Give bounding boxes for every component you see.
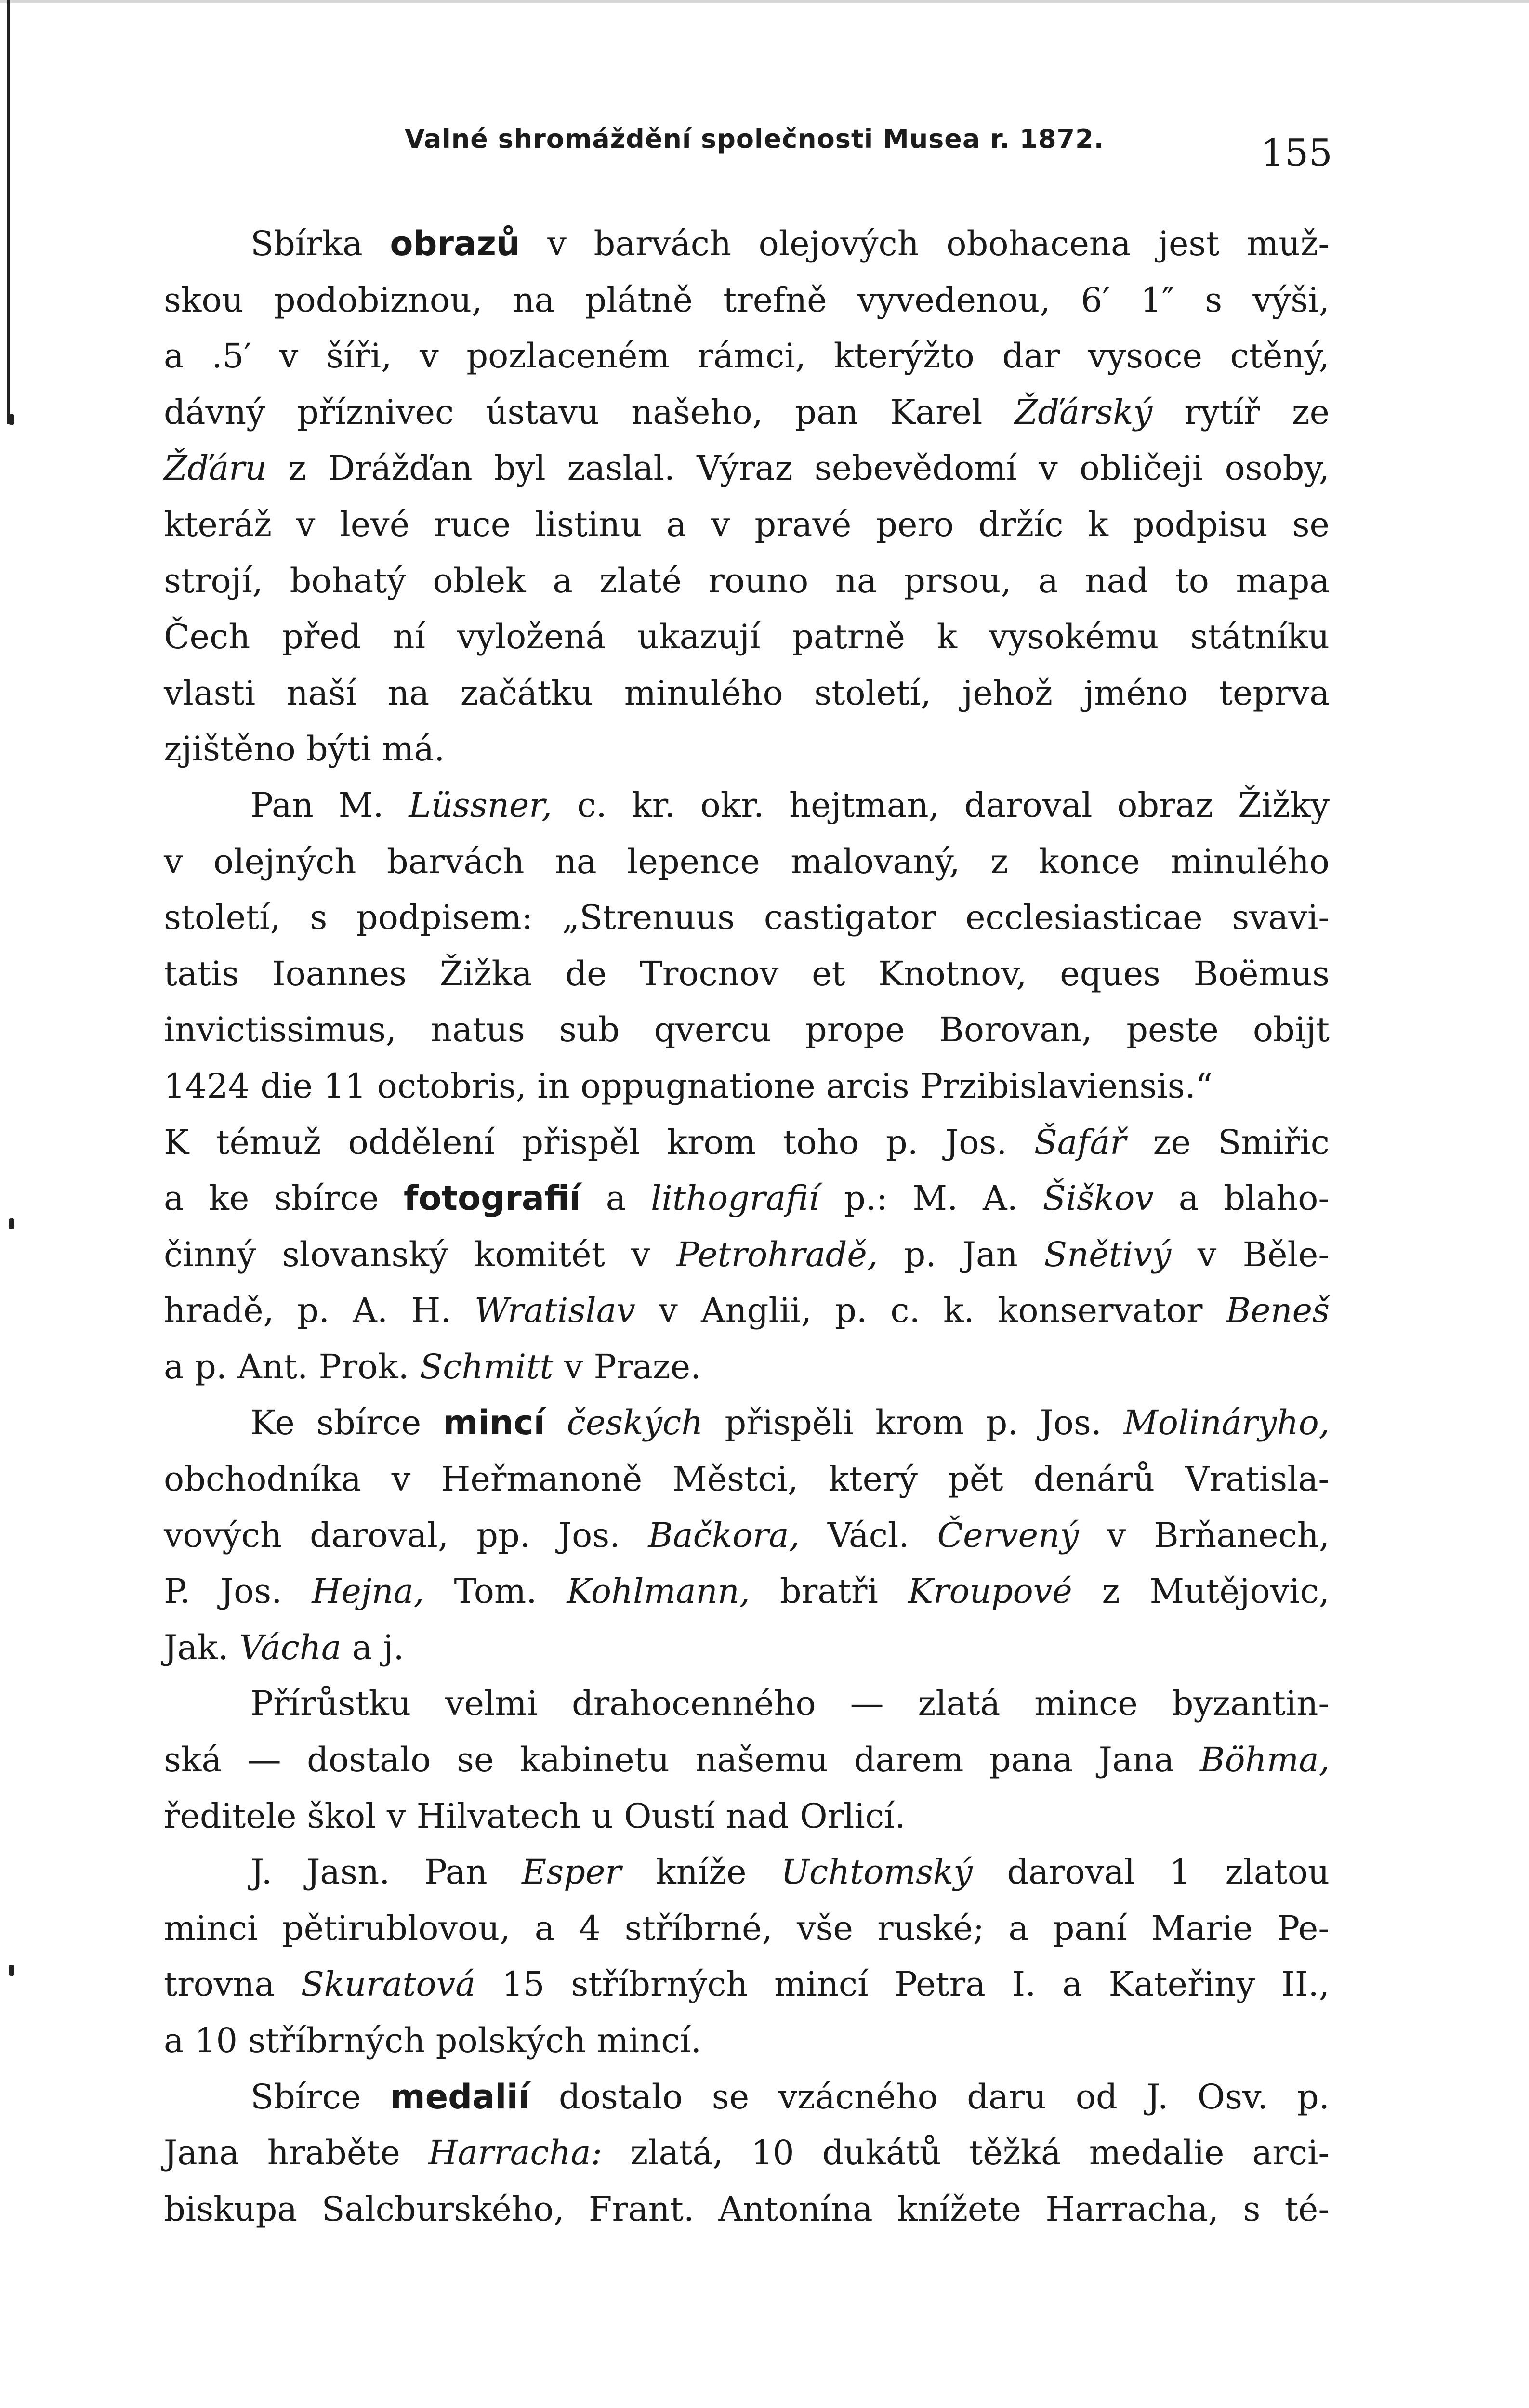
text-run: a: [580, 1178, 651, 1218]
text-run: přispěli krom p. Jos.: [703, 1403, 1124, 1443]
italic-name: Šafář: [1034, 1122, 1126, 1162]
text-line: [164, 834, 1330, 890]
text-run: K témuž oddělení přispěl krom toho p. Jos.: [164, 1122, 1034, 1162]
text-line: [164, 1732, 1330, 1788]
italic-name: Šiškov: [1042, 1178, 1154, 1218]
text-run: z Mutějovic,: [1072, 1571, 1330, 1611]
text-line: [164, 1227, 1330, 1283]
text-run: daroval 1 zlatou: [972, 1852, 1330, 1892]
text-line: [164, 1395, 1330, 1451]
text-run: ská — dostalo se kabinetu našemu darem pana Jana: [164, 1740, 1200, 1780]
text-line: [164, 1002, 1330, 1058]
text-line: [164, 384, 1330, 441]
text-run: Ke sbírce: [250, 1403, 443, 1443]
text-line: [164, 1563, 1330, 1620]
text-run: trovna: [164, 1964, 301, 2004]
text-run: Sbírka: [250, 224, 390, 263]
text-run: kteráž v levé ruce listinu a v pravé pero držíc k podpisu se: [164, 504, 1330, 544]
italic-name: Lüssner,: [409, 785, 553, 825]
text-line: [164, 2013, 1330, 2069]
text-line: [164, 1058, 1330, 1114]
text-line: [164, 609, 1330, 665]
text-run: činný slovanský komitét v: [164, 1234, 677, 1274]
text-run: a p. Ant. Prok.: [164, 1347, 420, 1387]
running-title: Valné shromáždění společnosti Musea r. 1872.: [405, 124, 1105, 154]
text-run: a .5′ v šíři, v pozlaceném rámci, kterýžto dar vysoce ctěný,: [164, 336, 1330, 376]
bold-term: obrazů: [390, 224, 520, 263]
text-line: [164, 497, 1330, 553]
text-line: [164, 1283, 1330, 1339]
text-run: 15 stříbrných mincí Petra I. a Kateřiny II.,: [475, 1964, 1330, 2004]
bold-term: fotografií: [404, 1178, 581, 1218]
text-run: ředitele škol v Hilvatech u Oustí nad Orlicí.: [164, 1796, 906, 1836]
text-line: [164, 440, 1330, 497]
text-line: [164, 2181, 1330, 2238]
text-run: obchodníka v Heřmanoně Městci, který pět denárů Vratisla-: [164, 1459, 1330, 1499]
text-run: vových daroval, pp. Jos.: [164, 1515, 648, 1555]
text-run: v Anglii, p. c. k. konservator: [635, 1291, 1226, 1331]
italic-name: Vácha: [239, 1627, 342, 1667]
italic-name: lithografií: [651, 1178, 819, 1218]
italic-name: Beneš: [1226, 1291, 1330, 1331]
text-line: [164, 777, 1330, 834]
page-header: [405, 118, 1344, 176]
text-run: Václ.: [799, 1515, 937, 1555]
italic-name: českých: [567, 1403, 703, 1443]
text-run: v olejných barvách na lepence malovaný, z konce minulého: [164, 841, 1330, 881]
text-run: a blaho-: [1153, 1178, 1330, 1218]
text-line: [164, 272, 1330, 328]
body-text: [164, 216, 1330, 2237]
text-run: Tom.: [424, 1571, 567, 1611]
text-run: minci pětirublovou, a 4 stříbrné, vše ruské; a paní Marie Pe-: [164, 1908, 1330, 1948]
italic-name: Petrohradě,: [676, 1234, 878, 1274]
bold-term: mincí: [443, 1403, 545, 1443]
text-line: [164, 946, 1330, 1002]
text-run: dávný příznivec ústavu našeho, pan Karel: [164, 392, 1015, 432]
italic-name: Wratislav: [474, 1291, 635, 1331]
scan-speck: [9, 414, 14, 425]
text-line: [164, 1451, 1330, 1507]
text-run: Pan M.: [250, 785, 409, 825]
text-run: v barvách olejových obohacena jest muž-: [520, 224, 1330, 263]
text-run: [545, 1403, 567, 1442]
text-line: [164, 1507, 1330, 1564]
text-run: bratři: [750, 1571, 908, 1611]
scan-speck: [9, 1218, 14, 1229]
text-line: [164, 2125, 1330, 2181]
text-run: dostalo se vzácného daru od J. Osv. p.: [529, 2077, 1330, 2117]
text-line: [164, 1900, 1330, 1957]
text-line: [164, 2069, 1330, 2125]
text-run: vlasti naší na začátku minulého století, jehož jméno teprva: [164, 673, 1330, 713]
italic-name: Schmitt: [420, 1347, 554, 1387]
text-run: v Brňanech,: [1079, 1515, 1330, 1555]
italic-name: Žďáru: [164, 448, 267, 488]
text-run: p.: M. A.: [819, 1178, 1043, 1218]
italic-name: Böhma,: [1199, 1740, 1330, 1780]
italic-name: Červený: [937, 1515, 1079, 1555]
italic-name: Bačkora,: [648, 1515, 800, 1555]
text-run: a 10 stříbrných polských mincí.: [164, 2021, 702, 2060]
text-run: zjištěno býti má.: [164, 729, 445, 769]
italic-name: Kroupové: [908, 1571, 1072, 1611]
text-line: [164, 721, 1330, 777]
text-line: [164, 553, 1330, 609]
italic-name: Molináryho,: [1123, 1403, 1330, 1443]
italic-name: Hejna,: [312, 1571, 424, 1611]
italic-name: Uchtomský: [781, 1852, 973, 1892]
scan-left-edge: [7, 0, 10, 424]
scan-speck: [9, 1965, 14, 1976]
text-run: v Praze.: [553, 1347, 701, 1387]
text-run: Jana hraběte: [164, 2133, 428, 2173]
text-run: v Běle-: [1171, 1234, 1330, 1274]
text-line: [164, 1844, 1330, 1900]
text-run: z Drážďan byl zaslal. Výraz sebevědomí v obličeji osoby,: [266, 448, 1330, 488]
scan-top-edge: [0, 0, 1529, 3]
italic-name: Skuratová: [301, 1964, 475, 2004]
text-run: p. Jan: [878, 1234, 1044, 1274]
text-run: rytíř ze: [1152, 392, 1330, 432]
text-run: P. Jos.: [164, 1571, 312, 1611]
text-line: [164, 328, 1330, 384]
text-run: Čech před ní vyložená ukazují patrně k vysokému státníku: [164, 617, 1330, 657]
text-run: biskupa Salcburského, Frant. Antonína knížete Harracha, s té-: [164, 2189, 1330, 2229]
text-line: [164, 1788, 1330, 1845]
text-run: kníže: [621, 1852, 781, 1892]
text-line: [164, 1675, 1330, 1732]
bold-term: medalií: [390, 2077, 530, 2117]
text-run: Přírůstku velmi drahocenného — zlatá mince byzantin-: [250, 1684, 1330, 1724]
text-run: J. Jasn. Pan: [250, 1852, 522, 1892]
page-number: 155: [1261, 131, 1332, 175]
text-run: c. kr. okr. hejtman, daroval obraz Žižky: [552, 785, 1330, 825]
text-line: [164, 1114, 1330, 1171]
text-run: a ke sbírce: [164, 1178, 404, 1218]
italic-name: Žďárský: [1014, 392, 1153, 432]
text-line: [164, 1170, 1330, 1227]
text-run: tatis Ioannes Žižka de Trocnov et Knotnov, eques Boëmus: [164, 954, 1330, 994]
text-run: Sbírce: [250, 2077, 390, 2117]
text-line: [164, 216, 1330, 272]
text-run: 1424 die 11 octobris, in oppugnatione arcis Przibislaviensis.“: [164, 1066, 1213, 1106]
text-line: [164, 1339, 1330, 1395]
italic-name: Harracha:: [428, 2133, 603, 2173]
text-run: invictissimus, natus sub qvercu prope Borovan, peste obijt: [164, 1010, 1330, 1050]
text-run: ze Smiřic: [1126, 1122, 1330, 1162]
text-line: [164, 1620, 1330, 1676]
text-run: Jak.: [164, 1627, 239, 1667]
text-run: a j.: [341, 1627, 404, 1667]
text-run: zlatá, 10 dukátů těžká medalie arci-: [602, 2133, 1330, 2173]
text-line: [164, 665, 1330, 721]
text-run: století, s podpisem: „Strenuus castigator ecclesiasticae svavi-: [164, 898, 1330, 938]
text-run: strojí, bohatý oblek a zlaté rouno na prsou, a nad to mapa: [164, 561, 1330, 601]
text-run: skou podobiznou, na plátně trefně vyvedenou, 6′ 1″ s výši,: [164, 280, 1330, 320]
text-line: [164, 890, 1330, 946]
italic-name: Snětivý: [1044, 1234, 1172, 1274]
italic-name: Esper: [522, 1852, 621, 1892]
text-run: hradě, p. A. H.: [164, 1291, 475, 1331]
text-line: [164, 1956, 1330, 2013]
italic-name: Kohlmann,: [567, 1571, 751, 1611]
